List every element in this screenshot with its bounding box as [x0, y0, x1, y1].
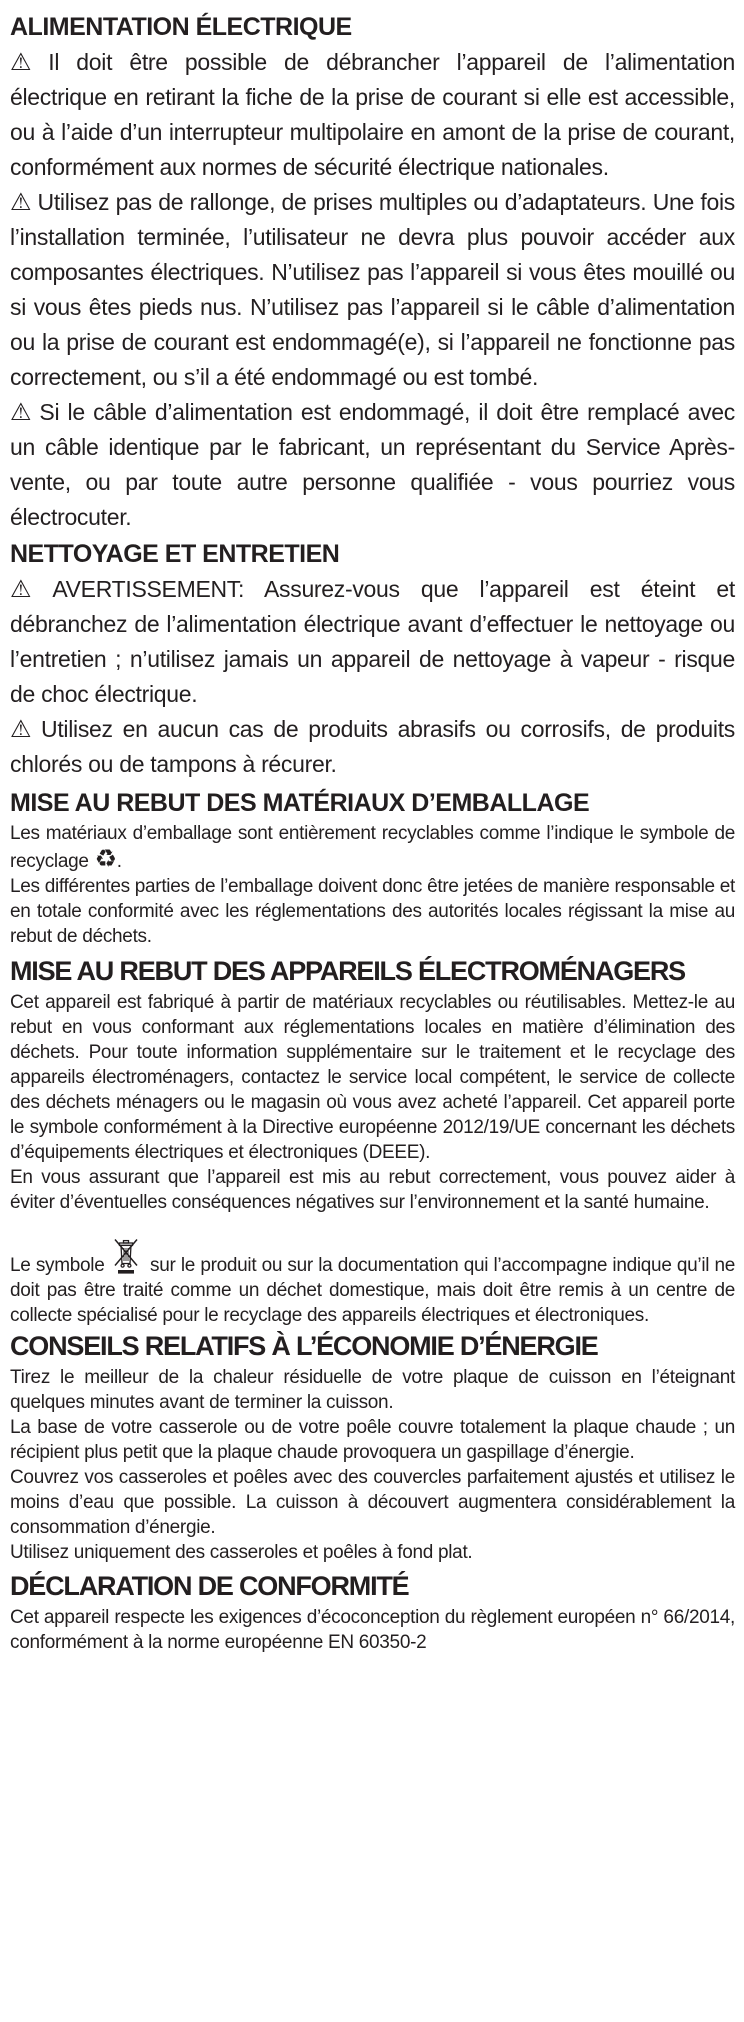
paragraph — [10, 821, 735, 874]
paragraph — [10, 1540, 735, 1565]
paragraph — [10, 1365, 735, 1415]
warning-icon: ⚠ — [10, 48, 43, 76]
paragraph-text: sur le produit ou sur la documentation qui l’accompagne indique qu’il ne doit pas être traité comme un déchet domestique, mais doit être remis à un centre de collecte spécialisé pour le recyclage des appareils électriques et électroniques. — [10, 1255, 735, 1326]
section-heading: DÉCLARATION DE CONFORMITÉ — [10, 1571, 409, 1601]
paragraph-text: Couvrez vos casseroles et poêles avec des couvercles parfaitement ajustés et utilisez le moins d’eau que possible. La cuisson à découvert augmentera considérablement la consommation d’énergie. — [10, 1467, 735, 1538]
paragraph-text: Il doit être possible de débrancher l’appareil de l’alimentation électrique en retirant la fiche de la prise de courant si elle est accessible, ou à l’aide d’un interrupteur multipolaire en amont de la prise de courant, conformément aux normes de sécurité électrique nationales. — [10, 49, 735, 180]
paragraph-text: Cet appareil respecte les exigences d’écoconception du règlement européen n° 66/2014, conformément à la norme européenne EN 60350-2 — [10, 1607, 735, 1653]
warning-paragraph — [10, 45, 735, 185]
paragraph — [10, 1415, 735, 1465]
section-heading: NETTOYAGE ET ENTRETIEN — [10, 540, 340, 568]
paragraph-text: Utilisez pas de rallonge, de prises multiples ou d’adaptateurs. Une fois l’installation terminée, l’utilisateur ne devra plus pouvoir accéder aux composantes électriques. N’utilisez pas l’appareil si vous êtes mouillé ou si vous êtes pieds nus. N’utilisez pas l’appareil si le câble d’alimentation ou la prise de courant est endommagé(e), si l’appareil ne fonctionne pas correctement, ou s’il a été endommagé ou est tombé. — [10, 189, 735, 390]
paragraph-text: Tirez le meilleur de la chaleur résiduelle de votre plaque de cuisson en l’éteignant quelques minutes avant de terminer la cuisson. — [10, 1367, 735, 1413]
paragraph-text: En vous assurant que l’appareil est mis au rebut correctement, vous pouvez aider à éviter d’éventuelles conséquences négatives sur l’environnement et la santé humaine. — [10, 1167, 735, 1213]
paragraph-text: AVERTISSEMENT: Assurez-vous que l’appareil est éteint et débranchez de l’alimentation électrique avant d’effectuer le nettoyage ou l’entretien ; n’utilisez jamais un appareil de nettoyage à vapeur - risque de choc électrique. — [10, 576, 735, 707]
warning-paragraph — [10, 712, 735, 782]
paragraph-text: Les différentes parties de l’emballage doivent donc être jetées de manière responsable et en totale conformité avec les réglementations des autorités locales régissant la mise au rebut de déchets. — [10, 876, 735, 947]
warning-icon: ⚠ — [10, 715, 36, 743]
paragraph — [10, 1605, 735, 1655]
weee-bin-icon — [113, 1237, 139, 1275]
warning-paragraph — [10, 572, 735, 712]
section-nettoyage-entretien — [10, 539, 735, 782]
warning-paragraph — [10, 185, 735, 395]
paragraph-text: Cet appareil est fabriqué à partir de matériaux recyclables ou réutilisables. Mettez-le au rebut en vous conformant aux réglementations locales en matière d’élimination des déchets. Pour toute information supplémentaire sur le traitement et le recyclage des appareils électroménagers, contactez le service local compétent, le service de collecte des déchets ménagers ou le magasin où vous avez acheté l’appareil. Cet appareil porte le symbole conformément à la Directive européenne 2012/19/UE concernant les déchets d’équipements électriques et électroniques (DEEE). — [10, 992, 735, 1163]
paragraph-text: . — [116, 851, 122, 872]
section-heading: CONSEILS RELATIFS À L’ÉCONOMIE D’ÉNERGIE — [10, 1331, 598, 1361]
paragraph-text: Les matériaux d’emballage sont entièrement recyclables comme l’indique le symbole de recyclage — [10, 823, 735, 872]
section-rebut-emballage — [10, 788, 735, 949]
paragraph — [10, 874, 735, 949]
paragraph — [10, 990, 735, 1165]
warning-icon: ⚠ — [10, 188, 32, 216]
paragraph — [10, 1165, 735, 1215]
recycle-icon: ♻ — [94, 844, 117, 873]
section-rebut-appareils — [10, 955, 735, 1328]
paragraph-text: Si le câble d’alimentation est endommagé, il doit être remplacé avec un câble identique par le fabricant, un représentant du Service Après-vente, ou par toute autre personne qualifiée - vous pourriez vous électrocuter. — [10, 399, 735, 530]
paragraph — [10, 1237, 735, 1328]
paragraph-gap — [10, 1215, 735, 1237]
warning-paragraph — [10, 395, 735, 535]
paragraph-text: Utilisez uniquement des casseroles et poêles à fond plat. — [10, 1542, 473, 1563]
paragraph — [10, 1465, 735, 1540]
paragraph-text: La base de votre casserole ou de votre poêle couvre totalement la plaque chaude ; un récipient plus petit que la plaque chaude provoquera un gaspillage d’énergie. — [10, 1417, 735, 1463]
section-alimentation-electrique — [10, 12, 735, 535]
warning-icon: ⚠ — [10, 398, 34, 426]
paragraph-text: Utilisez en aucun cas de produits abrasifs ou corrosifs, de produits chlorés ou de tampons à récurer. — [10, 716, 736, 777]
section-heading: MISE AU REBUT DES APPAREILS ÉLECTROMÉNAGERS — [10, 956, 685, 986]
section-declaration-conformite — [10, 1570, 735, 1655]
warning-icon: ⚠ — [10, 575, 47, 603]
paragraph-text: Le symbole — [10, 1255, 110, 1276]
section-heading: MISE AU REBUT DES MATÉRIAUX D’EMBALLAGE — [10, 789, 590, 817]
section-heading: ALIMENTATION ÉLECTRIQUE — [10, 13, 352, 41]
section-economie-energie — [10, 1330, 735, 1565]
